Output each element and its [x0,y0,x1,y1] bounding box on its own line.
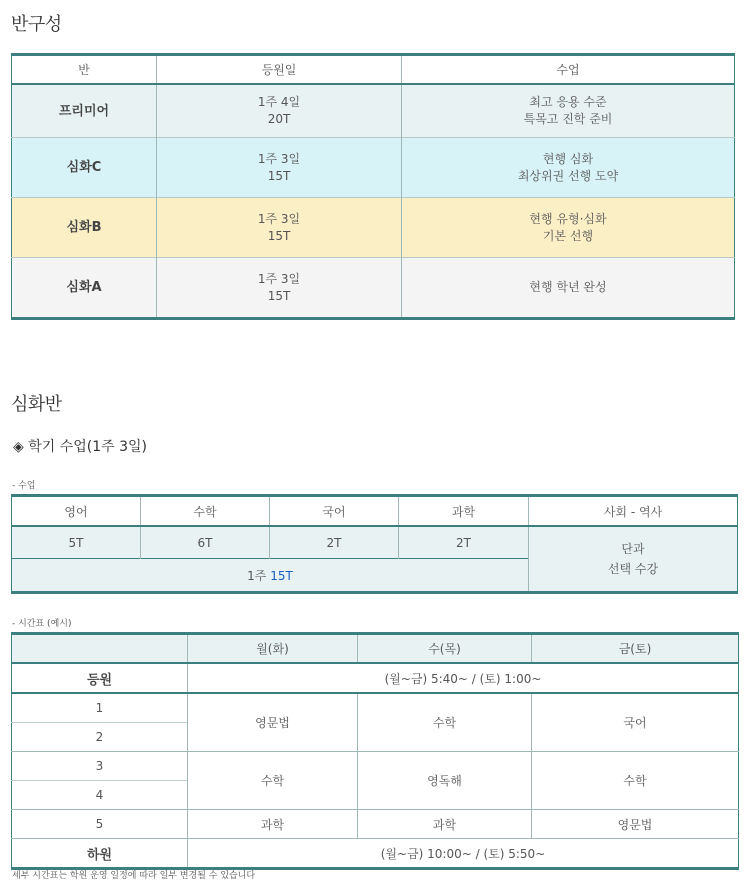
timetable-corner [12,634,188,664]
period-1: 1 [12,693,188,723]
weekly-total: 1주 15T [12,559,529,593]
day-mon-tue: 월(화) [188,634,358,664]
class-lesson: 현행 학년 완성 [402,258,735,319]
korean-hours: 2T [270,526,399,559]
leave-label: 하원 [12,839,188,869]
subject-korean: 국어 [270,496,399,527]
timetable-cell: 수학 [358,693,532,752]
section-title-advanced: 심화반 [11,394,62,415]
timetable-cell: 수학 [188,752,358,810]
class-days: 1주 3일 15T [157,258,402,319]
arrive-time: (월~금) 5:40~ / (토) 1:00~ [188,663,739,693]
class-lesson: 현행 심화 최상위권 선행 도약 [402,138,735,198]
day-fri-sat: 금(토) [532,634,739,664]
science-hours: 2T [399,526,529,559]
header-days: 등원일 [157,55,402,85]
section-title-class-structure: 반구성 [11,14,62,35]
leave-time: (월~금) 10:00~ / (토) 5:50~ [188,839,739,869]
day-wed-thu: 수(목) [358,634,532,664]
timetable-cell: 수학 [532,752,739,810]
subject-science: 과학 [399,496,529,527]
class-name: 심화C [12,138,157,198]
subject-english: 영어 [12,496,141,527]
schedule-caption: - 시간표 (예시) [12,619,72,629]
timetable-cell: 영독해 [358,752,532,810]
class-lesson: 최고 응용 수준 특목고 진학 준비 [402,84,735,138]
class-caption: - 수업 [12,481,36,491]
timetable-cell: 과학 [188,810,358,839]
header-lesson: 수업 [402,55,735,85]
class-days: 1주 3일 15T [157,138,402,198]
class-lesson: 현행 유형·심화 기본 선행 [402,198,735,258]
semester-subtitle: ◈ 학기 수업(1주 3일) [13,439,147,455]
class-name: 심화B [12,198,157,258]
class-name: 프리미어 [12,84,157,138]
subject-math: 수학 [141,496,270,527]
math-hours: 6T [141,526,270,559]
class-days: 1주 3일 15T [157,198,402,258]
period-4: 4 [12,781,188,810]
table-row [12,258,735,319]
period-3: 3 [12,752,188,781]
class-days: 1주 4일 20T [157,84,402,138]
subject-table [11,494,738,594]
period-5: 5 [12,810,188,839]
arrive-label: 등원 [12,663,188,693]
timetable [11,632,739,870]
table-row [12,84,735,138]
elective-cell: 단과 선택 수강 [529,526,738,593]
table-row [12,138,735,198]
timetable-cell: 영문법 [188,693,358,752]
header-class: 반 [12,55,157,85]
footnote: 세부 시간표는 학원 운영 일정에 따라 일부 변경될 수 있습니다 [12,871,256,881]
class-structure-table [11,53,735,320]
timetable-cell: 영문법 [532,810,739,839]
subject-social-history: 사회 - 역사 [529,496,738,527]
timetable-cell: 국어 [532,693,739,752]
period-2: 2 [12,723,188,752]
class-name: 심화A [12,258,157,319]
timetable-cell: 과학 [358,810,532,839]
english-hours: 5T [12,526,141,559]
table-row [12,198,735,258]
